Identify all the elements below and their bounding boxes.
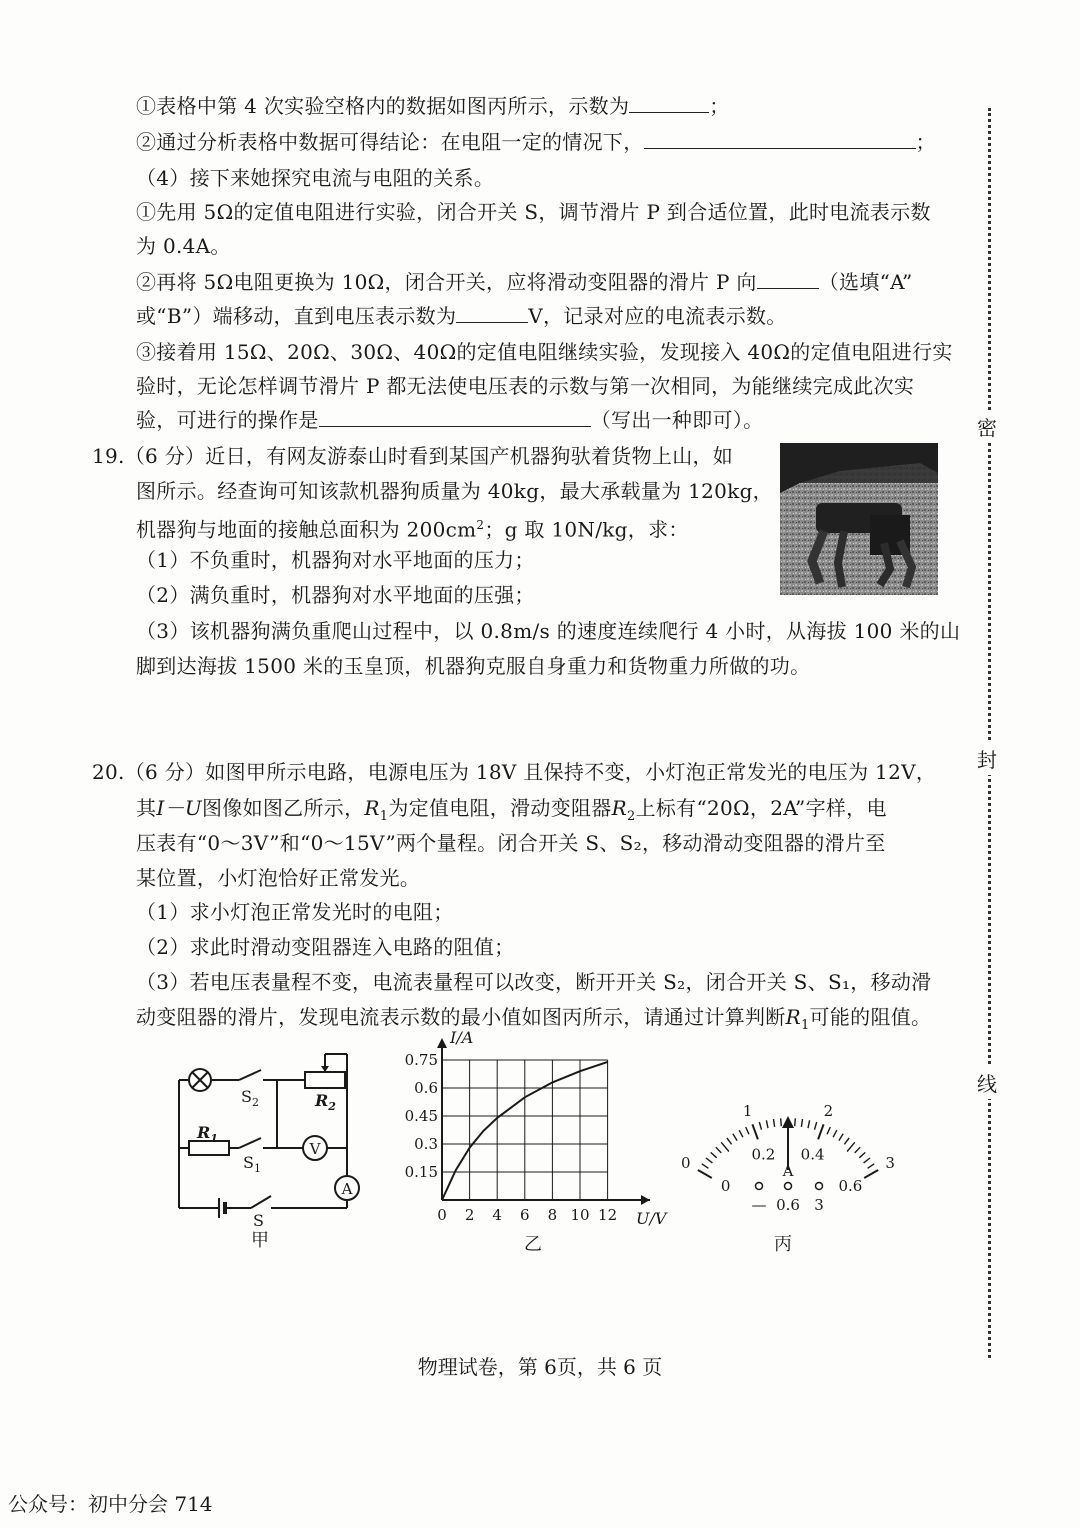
terminal-3-icon (816, 1183, 823, 1190)
dial-tick (766, 1120, 768, 1128)
ammeter-icon (335, 1176, 359, 1200)
dial-label: 3 (885, 1154, 895, 1172)
q18-step2-b1: 或“B”）端移动，直到电压表示数为 (136, 304, 457, 328)
q19-line4: （1）不负重时，机器狗对水平地面的压力； (136, 548, 535, 572)
q18-item2 (136, 128, 936, 156)
x-tick-label: 0 (437, 1206, 447, 1224)
q20-line7: （3）若电压表量程不变，电流表量程可以改变，断开开关 S₂，闭合开关 S、S₁，移动滑 (136, 970, 932, 994)
answer-blank-3[interactable] (757, 268, 819, 289)
dial-tick (795, 1118, 796, 1126)
answer-blank-1[interactable] (629, 92, 709, 113)
q19-line5: （2）满负重时，机器狗对水平地面的压强； (136, 583, 535, 607)
dial-tick (827, 1127, 830, 1134)
dial-label: 0.4 (800, 1145, 825, 1164)
terminal-3-label: 3 (814, 1196, 824, 1214)
q19-line3-a: 机器狗与地面的接触总面积为 200cm (136, 517, 477, 542)
dial-tick (859, 1152, 865, 1157)
dial-tick (868, 1164, 875, 1169)
dial-label: 0 (720, 1177, 731, 1195)
voltmeter-label: V (309, 1140, 321, 1158)
dial-tick (833, 1130, 837, 1137)
dial-tick (839, 1134, 843, 1141)
meter-label: A (782, 1162, 794, 1180)
ammeter-label: A (341, 1180, 353, 1198)
seal-mark-xian: 线 (977, 1066, 997, 1099)
voltmeter-icon (303, 1136, 327, 1160)
dial-tick (711, 1152, 717, 1157)
dial-tick (844, 1138, 849, 1144)
circuit-diagram-jia (165, 1040, 375, 1255)
q20-line2-b: 图像如图乙所示， (201, 796, 365, 820)
q18-step3-c (136, 406, 763, 434)
dial-tick (698, 1170, 712, 1178)
dial-tick (801, 1119, 802, 1127)
q20-line5: （1）求小灯泡正常发光时的电阻； (136, 900, 454, 924)
q18-step1-b: 为 0.4A。 (136, 234, 231, 258)
terminal-06-icon (785, 1183, 792, 1190)
q18-step3-c2: （写出一种即可）。 (590, 408, 764, 432)
dial-tick (727, 1138, 732, 1144)
q20-line8-a: 动变阻器的滑片，发现电流表示数的最小值如图丙所示，请通过计算判断 (136, 1005, 786, 1029)
q18-step2-b2: V，记录对应的电流表示数。 (528, 304, 787, 328)
dial-tick (864, 1170, 878, 1178)
robot-dog-photo (780, 443, 938, 595)
q18-item1-end: ； (709, 94, 730, 118)
q20-line6: （2）求此时滑动变阻器连入电路的阻值； (136, 935, 515, 959)
x-tick-label: 4 (492, 1206, 502, 1224)
q18-item2-end: ； (915, 130, 936, 154)
s2-label: $S_2$ (241, 1087, 259, 1109)
dial-tick (818, 1124, 824, 1139)
dial-tick (752, 1124, 758, 1139)
dial-label: 0.2 (751, 1145, 776, 1164)
q20-line8-sub: 1 (800, 1018, 810, 1033)
caption-yi: 乙 (524, 1234, 542, 1255)
needle-head-icon (782, 1116, 794, 1128)
q19-line1: 19.（6 分）近日，有网友游泰山时看到某国产机器狗驮着货物上山，如 (92, 444, 734, 468)
dial-tick (815, 1122, 817, 1130)
dial-tick (702, 1164, 709, 1169)
iu-graph-yi (400, 1028, 670, 1260)
dial-tick (721, 1142, 729, 1151)
x-tick-label: 12 (598, 1206, 618, 1224)
q18-item1-text: ①表格中第 4 次实验空格内的数据如图丙所示，示数为 (136, 94, 630, 118)
watermark: 公众号：初中分会 714 (8, 1492, 213, 1516)
q18-step2-a1: ②再将 5Ω电阻更换为 10Ω，闭合开关，应将滑动变阻器的滑片 P 向 (136, 270, 757, 294)
dial-tick (808, 1120, 810, 1128)
y-tick-label: 0.45 (404, 1107, 438, 1125)
dial-tick (864, 1158, 870, 1163)
q18-step2-a2: （选填“A” (818, 270, 913, 294)
q19-line3-sup: 2 (476, 518, 485, 532)
q19-line3 (136, 511, 689, 544)
dial-tick (739, 1130, 743, 1137)
q20-line8-r: R (785, 1005, 801, 1029)
y-tick-label: 0.15 (404, 1163, 438, 1181)
x-axis-label: U/V (636, 1209, 667, 1228)
seal-mark-mi: 密 (977, 410, 997, 443)
dial-label: 2 (823, 1102, 834, 1121)
q20-line2-r1: R (364, 796, 380, 820)
q20-line4: 某位置，小灯泡恰好正常发光。 (136, 866, 421, 890)
y-axis-arrow-icon (437, 1038, 447, 1048)
seal-mark-feng: 封 (977, 742, 997, 775)
x-axis-arrow-icon (641, 1195, 650, 1205)
s1-label: $S_1$ (243, 1153, 261, 1175)
r1-label: $R_1$ (197, 1123, 218, 1145)
answer-blank-5[interactable] (319, 406, 591, 427)
caption-bing: 丙 (774, 1234, 792, 1255)
x-tick-label: 2 (464, 1206, 475, 1224)
q20-line2-d: 上标有“20Ω，2A”字样，电 (635, 796, 887, 820)
seal-dotted-line (988, 108, 991, 1358)
q20-line2-r2: R (611, 796, 627, 820)
y-tick-label: 0.6 (414, 1079, 438, 1097)
q20-line2-iu: I－U (156, 796, 202, 820)
q20-line2 (136, 794, 887, 831)
q19-line6: （3）该机器狗满负重爬山过程中，以 0.8m/s 的速度连续爬行 4 小时，从海拔 100 米的山 (136, 619, 961, 643)
r2-label: $R_2$ (315, 1091, 336, 1113)
dial-label: 0 (681, 1154, 691, 1172)
q20-line2-a: 其 (136, 796, 157, 820)
q20-line2-c: 为定值电阻，滑动变阻器 (388, 796, 612, 820)
s-label: S (253, 1211, 264, 1230)
dial-tick (716, 1147, 722, 1153)
q18-item2-text: ②通过分析表格中数据可得结论：在电阻一定的情况下， (136, 130, 644, 154)
dial-tick (781, 1118, 782, 1126)
q18-step2-a (136, 268, 913, 296)
answer-blank-2[interactable] (644, 128, 916, 149)
y-tick-label: 0.75 (404, 1051, 438, 1069)
q20-line8-b: 可能的阻值。 (809, 1005, 932, 1029)
q20-line2-r1-sub: 1 (379, 809, 389, 824)
caption-jia: 甲 (251, 1230, 269, 1251)
lamp-icon (189, 1069, 211, 1091)
dial-tick (759, 1122, 761, 1130)
terminal-neg-icon (756, 1183, 763, 1190)
x-tick-label: 6 (520, 1206, 530, 1224)
q18-step2-b (136, 302, 787, 330)
q18-step3-a: ③接着用 15Ω、20Ω、30Ω、40Ω的定值电阻继续实验，发现接入 40Ω的定值电阻进行实 (136, 340, 953, 364)
terminal-06-label: 0.6 (776, 1196, 800, 1214)
page-footer: 物理试卷，第 6页，共 6 页 (417, 1355, 663, 1379)
q18-item1 (136, 92, 730, 120)
q18-step3-c1: 验，可进行的操作是 (136, 408, 319, 432)
ammeter-dial-bing (670, 1070, 900, 1255)
answer-blank-4[interactable] (456, 302, 528, 323)
dial-label: 1 (742, 1102, 753, 1121)
y-tick-label: 0.3 (414, 1135, 438, 1153)
x-tick-label: 8 (547, 1206, 558, 1224)
dial-tick (706, 1158, 712, 1163)
q19-line3-b: ；g 取 10N/kg，求： (484, 517, 689, 542)
dial-tick (847, 1142, 855, 1151)
q20-line1: 20.（6 分）如图甲所示电路，电源电压为 18V 且保持不变，小灯泡正常发光的电压为 12V， (92, 760, 937, 784)
q20-line2-r2-sub: 2 (626, 809, 636, 824)
terminal-neg-label: — (751, 1196, 767, 1214)
dial-tick (855, 1147, 861, 1153)
q19-line2: 图所示。经查询可知该款机器狗质量为 40kg，最大承载量为 120kg， (136, 479, 773, 503)
q20-line3: 压表有“0～3V”和“0～15V”两个量程。闭合开关 S、S₂，移动滑动变阻器的滑片至 (136, 831, 886, 855)
q18-step3-b: 验时，无论怎样调节滑片 P 都无法使电压表的示数与第一次相同，为能继续完成此次实 (136, 374, 915, 398)
y-axis-label: I/A (450, 1028, 474, 1047)
dial-tick (733, 1134, 737, 1141)
dial-tick (746, 1127, 749, 1134)
dial-tick (774, 1119, 775, 1127)
q18-part4: （4）接下来她探究电流与电阻的关系。 (136, 166, 495, 190)
x-tick-label: 10 (570, 1206, 590, 1224)
q19-line7: 脚到达海拔 1500 米的玉皇顶，机器狗克服自身重力和货物重力所做的功。 (136, 654, 811, 678)
dial-label: 0.6 (838, 1177, 863, 1195)
q18-step1-a: ①先用 5Ω的定值电阻进行实验，闭合开关 S，调节滑片 P 到合适位置，此时电流表示数 (136, 200, 931, 224)
